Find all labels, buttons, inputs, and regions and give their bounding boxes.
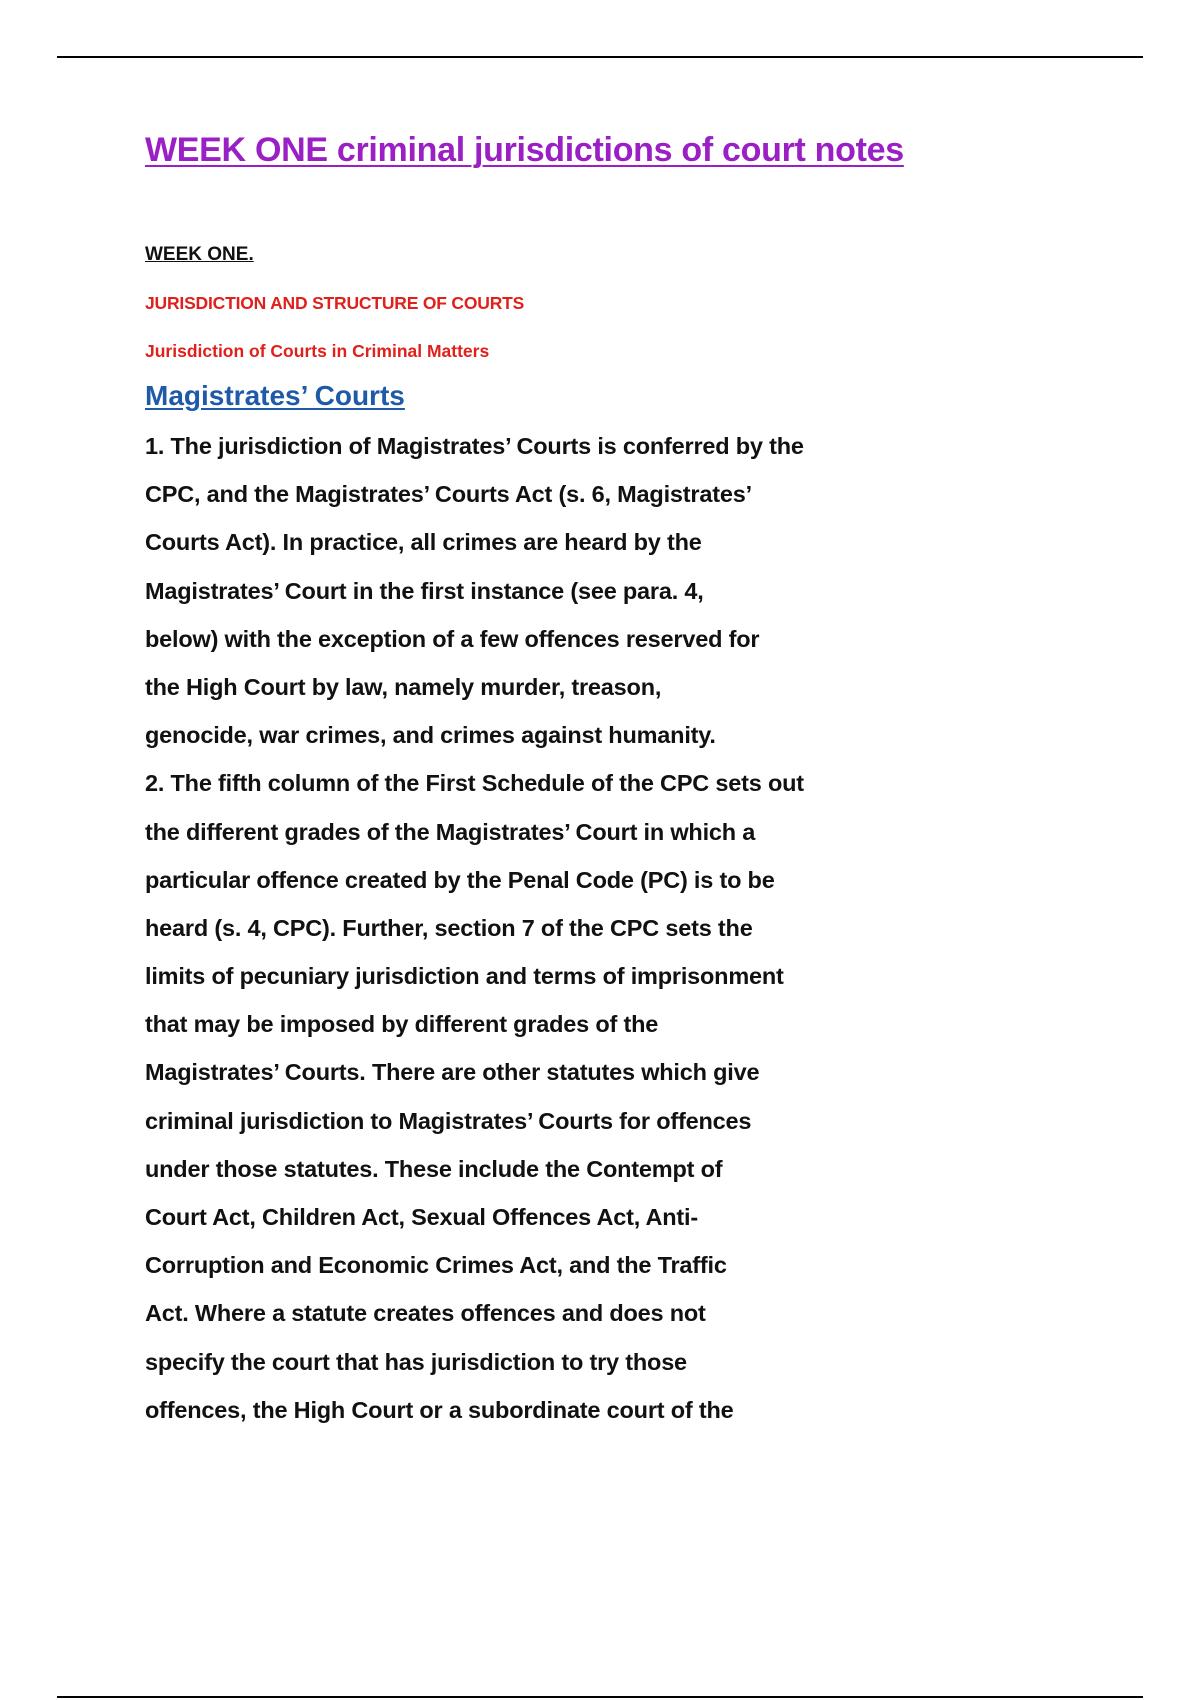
body-line: Act. Where a statute creates offences and does not <box>145 1300 706 1327</box>
body-line: the High Court by law, namely murder, treason, <box>145 673 662 700</box>
body-line: that may be imposed by different grades of the <box>145 1011 659 1038</box>
week-label: WEEK ONE. <box>145 244 254 265</box>
body-line: Corruption and Economic Crimes Act, and the Traffic <box>145 1252 727 1279</box>
body-line: 2. The fifth column of the First Schedule of the CPC sets out <box>145 770 804 797</box>
sub-heading: Jurisdiction of Courts in Criminal Matters <box>145 341 490 361</box>
section-heading: JURISDICTION AND STRUCTURE OF COURTS <box>145 293 525 313</box>
body-line: below) with the exception of a few offences reserved for <box>145 625 760 652</box>
top-rule <box>57 56 1143 58</box>
body-line: criminal jurisdiction to Magistrates’ Courts for offences <box>145 1107 752 1134</box>
body-line: Magistrates’ Courts. There are other statutes which give <box>145 1059 760 1086</box>
body-line: Courts Act). In practice, all crimes are heard by the <box>145 529 702 556</box>
body-line: under those statutes. These include the Contempt of <box>145 1155 723 1182</box>
body-line: particular offence created by the Penal Code (PC) is to be <box>145 866 775 893</box>
body-text <box>145 427 885 1439</box>
body-line: CPC, and the Magistrates’ Courts Act (s. 6, Magistrates’ <box>145 481 752 508</box>
body-line: limits of pecuniary jurisdiction and terms of imprisonment <box>145 963 784 990</box>
body-line: offences, the High Court or a subordinate court of the <box>145 1396 734 1423</box>
body-line: the different grades of the Magistrates’ Court in which a <box>145 818 756 845</box>
body-line: specify the court that has jurisdiction to try those <box>145 1348 687 1375</box>
court-heading: Magistrates’ Courts <box>145 380 405 411</box>
body-line: heard (s. 4, CPC). Further, section 7 of the CPC sets the <box>145 914 753 941</box>
body-line: Magistrates’ Court in the first instance (see para. 4, <box>145 577 704 604</box>
body-line: 1. The jurisdiction of Magistrates’ Courts is conferred by the <box>145 433 804 459</box>
body-line: Court Act, Children Act, Sexual Offences Act, Anti- <box>145 1204 698 1230</box>
document-title: WEEK ONE criminal jurisdictions of court notes <box>145 131 904 169</box>
bottom-rule <box>57 1696 1143 1698</box>
body-line: genocide, war crimes, and crimes against humanity. <box>145 722 716 749</box>
